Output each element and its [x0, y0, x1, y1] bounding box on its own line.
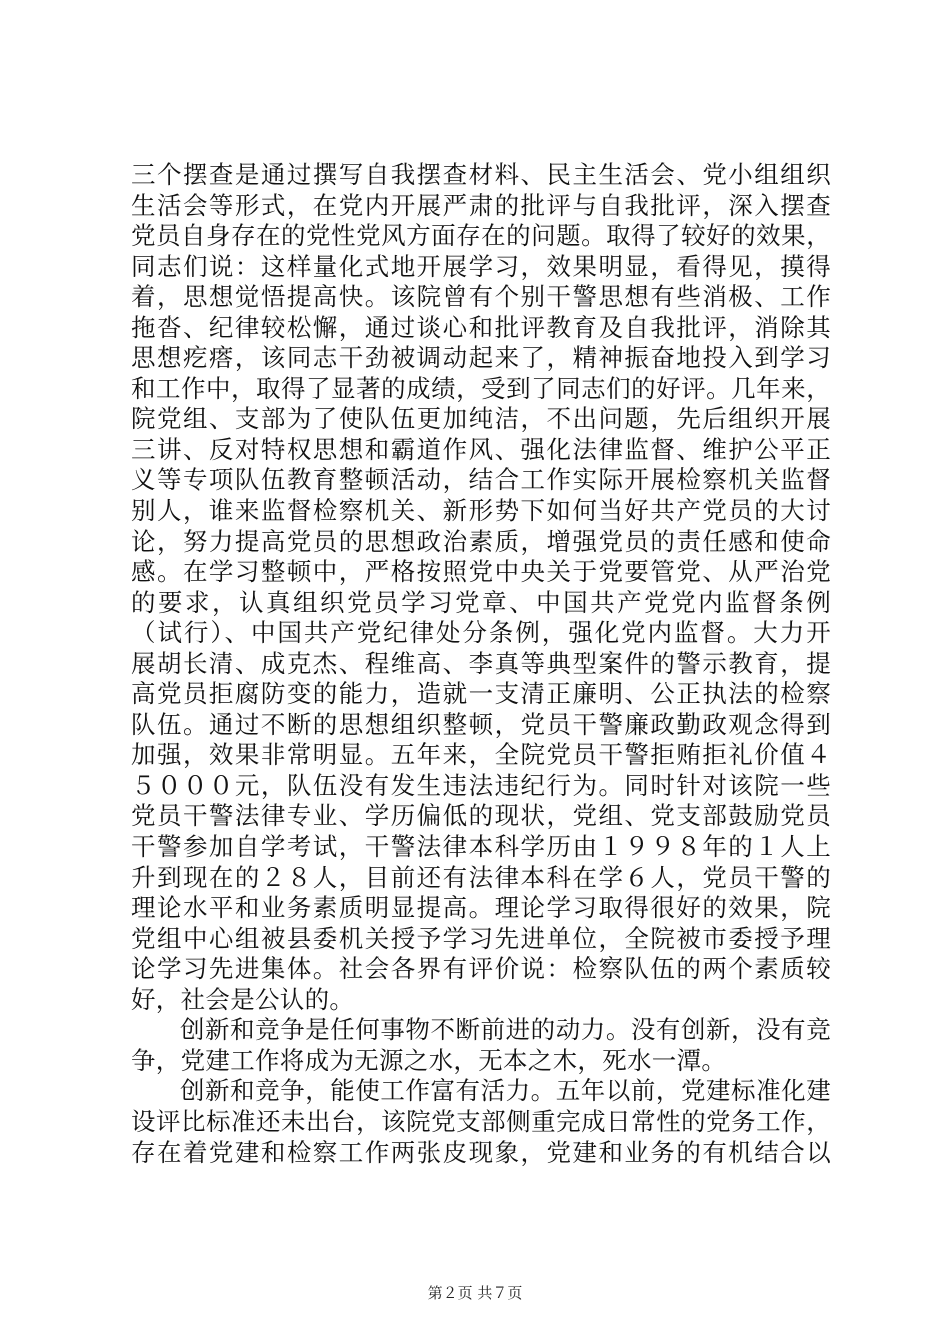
text-line: 党组中心组被县委机关授予学习先进单位，全院被市委授予理	[131, 923, 831, 953]
text-line: 思想疙瘩，该同志干劲被调动起来了，精神振奋地投入到学习	[131, 343, 831, 373]
text-line: 拖沓、纪律较松懈，通过谈心和批评教育及自我批评，消除其	[131, 312, 831, 342]
text-line: 队伍。通过不断的思想组织整顿，党员干警廉政勤政观念得到	[131, 709, 831, 739]
text-line: 好，社会是公认的。	[131, 984, 355, 1014]
text-line: 升到现在的２８人，目前还有法律本科在学６人，党员干警的	[131, 862, 831, 892]
text-line: 创新和竞争，能使工作富有活力。五年以前，党建标准化建	[180, 1076, 831, 1106]
text-line: 展胡长清、成克杰、程维高、李真等典型案件的警示教育，提	[131, 648, 831, 678]
text-line: 义等专项队伍教育整顿活动，结合工作实际开展检察机关监督	[131, 465, 831, 495]
text-line: 感。在学习整顿中，严格按照党中央关于党要管党、从严治党	[131, 557, 831, 587]
text-line: 党员干警法律专业、学历偏低的现状，党组、党支部鼓励党员	[131, 801, 831, 831]
text-line: 着，思想觉悟提高快。该院曾有个别干警思想有些消极、工作	[131, 282, 831, 312]
text-line: 加强，效果非常明显。五年来，全院党员干警拒贿拒礼价值４	[131, 740, 831, 770]
text-line: 别人，谁来监督检察机关、新形势下如何当好共产党员的大讨	[131, 496, 831, 526]
text-line: 论，努力提高党员的思想政治素质，增强党员的责任感和使命	[131, 526, 831, 556]
text-line: 高党员拒腐防变的能力，造就一支清正廉明、公正执法的检察	[131, 679, 831, 709]
text-line: 三个摆查是通过撰写自我摆查材料、民主生活会、党小组组织	[131, 160, 831, 189]
text-line: 的要求，认真组织党员学习党章、中国共产党党内监督条例	[131, 587, 831, 617]
text-line: ５０００元，队伍没有发生违法违纪行为。同时针对该院一些	[131, 770, 831, 800]
document-body	[131, 160, 831, 1168]
text-line: 争，党建工作将成为无源之水，无本之木，死水一潭。	[131, 1045, 727, 1075]
text-line: 论学习先进集体。社会各界有评价说：检察队伍的两个素质较	[131, 954, 831, 984]
text-line: 干警参加自学考试，干警法律本科学历由１９９８年的１人上	[131, 832, 831, 862]
text-line: 三讲、反对特权思想和霸道作风、强化法律监督、维护公平正	[131, 434, 831, 464]
page-footer: 第２页 共７页	[427, 1284, 523, 1302]
text-line: 党员自身存在的党性党风方面存在的问题。取得了较好的效果，	[131, 221, 831, 251]
text-line: 存在着党建和检察工作两张皮现象，党建和业务的有机结合以	[131, 1137, 831, 1167]
text-line: 和工作中，取得了显著的成绩，受到了同志们的好评。几年来，	[131, 373, 831, 403]
text-line: 生活会等形式，在党内开展严肃的批评与自我批评，深入摆查	[131, 190, 831, 220]
text-line: 创新和竞争是任何事物不断前进的动力。没有创新，没有竞	[180, 1015, 831, 1045]
text-line: 理论水平和业务素质明显提高。理论学习取得很好的效果，院	[131, 893, 831, 923]
text-line: 同志们说：这样量化式地开展学习，效果明显，看得见，摸得	[131, 251, 831, 281]
text-line: （试行）、中国共产党纪律处分条例，强化党内监督。大力开	[131, 618, 831, 648]
text-line: 设评比标准还未出台，该院党支部侧重完成日常性的党务工作，	[131, 1106, 831, 1136]
text-line: 院党组、支部为了使队伍更加纯洁，不出问题，先后组织开展	[131, 404, 831, 434]
